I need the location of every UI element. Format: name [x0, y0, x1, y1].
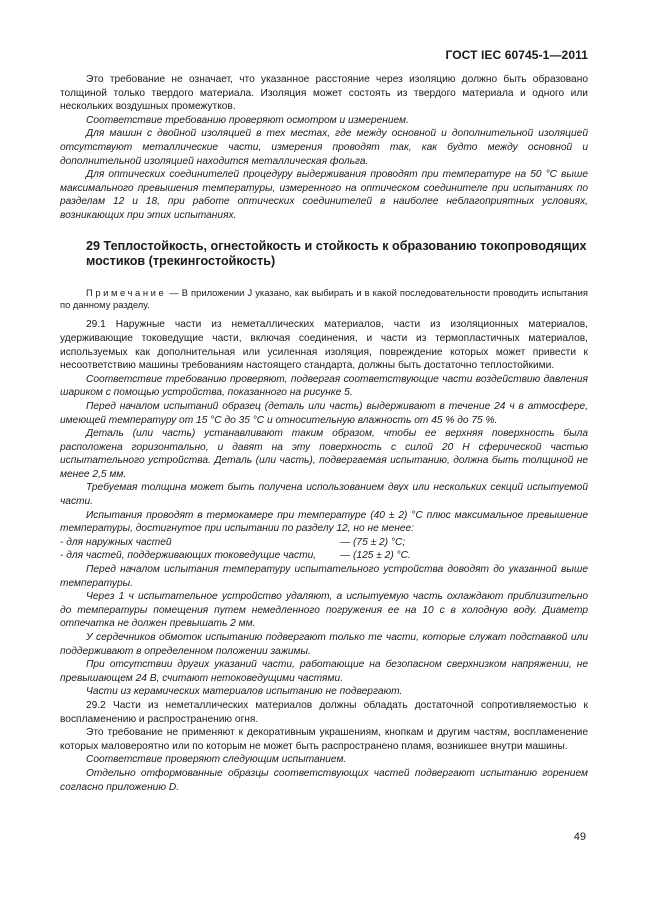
paragraph: Испытания проводят в термокамере при температуре (40 ± 2) °С плюс максимальное превышение температуры, достигнутое при испытании по разделу 12, но не менее:	[60, 509, 588, 535]
condition-row	[60, 549, 588, 563]
paragraph: При отсутствии других указаний части, работающие на безопасном сверхнизком напряжении, не превышающем 24 В, считают нетоковедущими частями.	[60, 659, 588, 684]
paragraph: Это требование не применяют к декоративным украшениям, кнопкам и другим частям, воспламенение которых маловероятно или по которым не может быть распространено пламя, возникшее внутри машины.	[60, 727, 588, 752]
condition-label: - для частей, поддерживающих токоведущие части,	[60, 550, 317, 562]
paragraph: Через 1 ч испытательное устройство удаляют, а испытуемую часть охлаждают приблизительно до температуры помещения путем немедленного погружения ее на 10 с в холодную воду. Диаметр отпечатка не должен превышать 2 мм.	[60, 591, 588, 630]
paragraph: Для оптических соединителей процедуру выдерживания проводят при температуре на 50 °С выше максимального превышения температуры, измеренного на оптическом соединителе при испытаниях по разделам 12 и 18, при работе оптических соединителей в наиболее неблагоприятных условиях, возникающих при этих испытаниях.	[60, 169, 588, 221]
paragraph: Отдельно отформованные образцы соответствующих частей подвергают испытанию горением согласно приложению D.	[60, 767, 588, 793]
paragraph: 29.1 Наружные части из неметаллических материалов, части из изоляционных материалов, удерживающие токоведущие части, включая соединения, и части из термопластичных материалов, используемых как дополнительная или усиленная изоляция, повреждение которых может привести к несоответствию машины требованиям настоящего стандарта, должны быть достаточно теплостойкими.	[60, 319, 588, 372]
paragraph: Деталь (или часть) устанавливают таким образом, чтобы ее верхняя поверхность была расположена горизонтально, и давят на эту поверхность с силой 20 Н сферической частью испытательного устройства. Деталь (или часть), подвергаемая испытанию, должна быть толщиной не менее 2,5 мм.	[60, 428, 588, 480]
paragraph: Перед началом испытания температуру испытательного устройства доводят до указанной выше температуры.	[60, 564, 588, 589]
condition-label: - для наружных частей	[60, 536, 172, 548]
note	[60, 287, 588, 312]
paragraph: Требуемая толщина может быть получена использованием двух или нескольких секций испытуемой части.	[60, 482, 588, 508]
paragraph: 29.2 Части из неметаллических материалов должны обладать достаточной сопротивляемостью к воспламенению и распространению огня.	[60, 699, 588, 725]
note-label: Примечание	[86, 286, 167, 298]
condition-value: — (125 ± 2) °С.	[340, 550, 411, 562]
paragraph: Это требование не означает, что указанное расстояние через изоляцию должно быть образовано толщиной только твердого материала. Изоляция может состоять из твердого материала и одного или нескольких воздушных промежутков.	[60, 74, 588, 113]
document-body	[60, 73, 588, 794]
paragraph: Перед началом испытаний образец (деталь или часть) выдерживают в течение 24 ч в атмосфере, имеющей температуру от 15 °С до 35 °С и относительную влажность от 45 % до 75 %.	[60, 400, 588, 426]
paragraph: Для машин с двойной изоляцией в тех местах, где между основной и дополнительной изоляцией отсутствуют металлические части, измерения проводят так, как будто между основной и дополнительной изоляцией находится металлическая фольга.	[60, 128, 588, 167]
condition-value: — (75 ± 2) °С;	[340, 536, 406, 548]
note-text: — В приложении J указано, как выбирать и в какой последовательности проводить испытания по данному разделу.	[60, 286, 588, 310]
paragraph: Части из керамических материалов испытанию не подвергают.	[86, 686, 403, 698]
section-heading: 29 Теплостойкость, огнестойкость и стойкость к образованию токопроводящих мостиков (трекингостойкость)	[86, 238, 587, 268]
paragraph: Соответствие требованию проверяют, подвергая соответствующие части воздействию давления шариком с помощью устройства, показанного на рисунке 5.	[60, 373, 588, 399]
paragraph: Соответствие проверяют следующим испытанием.	[86, 754, 347, 766]
page-number: 49	[573, 831, 586, 843]
paragraph: У сердечников обмоток испытанию подвергают только те части, которые служат подставкой или поддерживают в определенном положении зажимы.	[60, 632, 588, 657]
standard-header: ГОСТ IEC 60745-1—2011	[445, 48, 588, 62]
paragraph: Соответствие требованию проверяют осмотром и измерением.	[86, 114, 409, 126]
condition-row	[60, 536, 588, 550]
